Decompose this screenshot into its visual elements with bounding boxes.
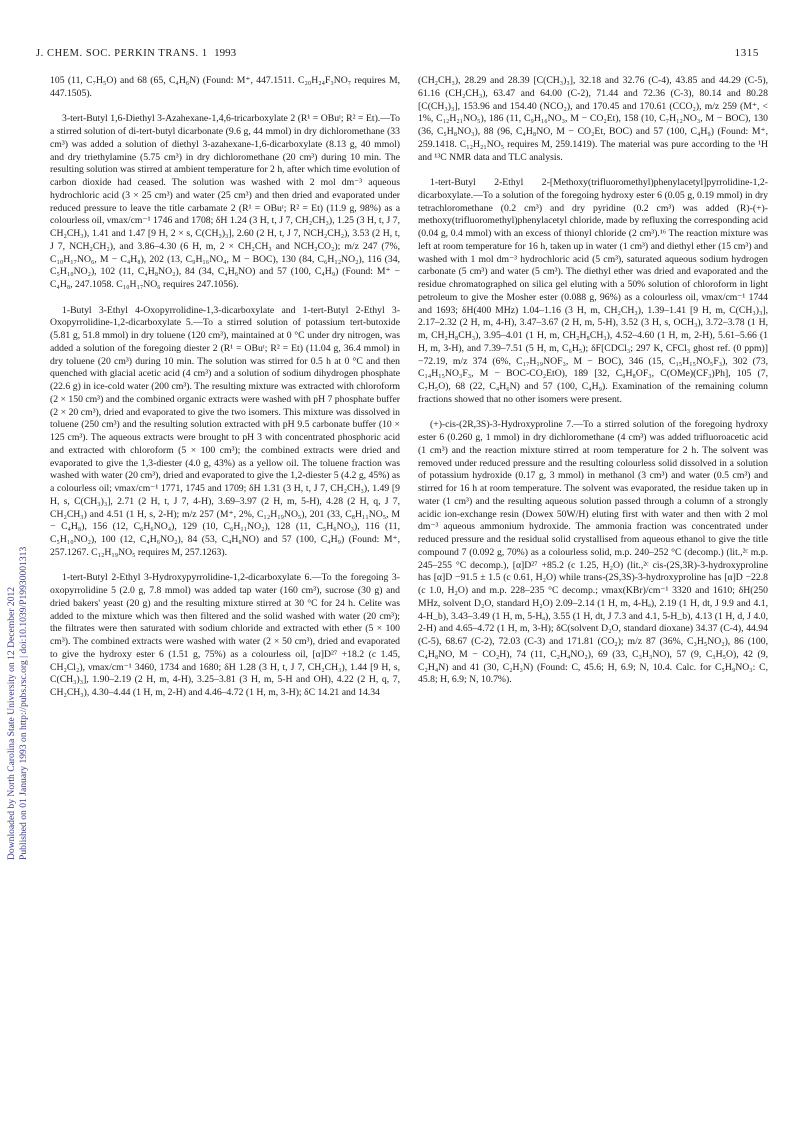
paragraph-oxopyrrolidine-5: 1-Butyl 3-Ethyl 4-Oxopyrrolidine-1,3-dicarboxylate and 1-tert-Butyl 2-Ethyl 3-Oxopyrrolidine-1,2-dicarboxylate 5.—To a stirred solution of potassium tert-butoxide (5.81 g, 51.8 mmol) in dry toluene (120 cm³), maintained at 0 °C under dry nitrogen, was added a solution of the foregoing diester 2 (R¹ = OBuᵗ; R² = Et) (11.04 g, 36.4 mmol) in dry toluene (20 cm³) during 10 min. The solution was stirred for 0.5 h at 0 °C and then quenched with glacial acetic acid (4 cm³) and a solution of sodium dihydrogen phosphate (22.6 g) in ice-cold water (200 cm³). The resulting mixture was extracted with chloroform (2 × 150 cm³) and the combined organic extracts were washed with pH 7 phosphate buffer (2 × 20 cm³), dried and evaporated to give the two isomers. This mixture was dissolved in toluene (250 cm³) and the resulting solution extracted with pH 9.5 carbonate buffer (10 × 125 cm³). The aqueous extracts were brought to pH 3 with concentrated phosphoric acid and extracted with chloroform (5 × 100 cm³); the combined extracts were dried and evaporated to give the 1,3-diester (4.0 g, 43%) as a yellow oil. The toluene fraction was washed with water (20 cm³), dried and evaporated to give the 1,2-diester 5 (4.2 g, 45%) as a colourless oil; νmax/cm⁻¹ 1771, 1745 and 1709; δH 1.31 (3 H, t, J 7, CH₂CH₃), 1.49 [9 H, s, C(CH₃)₃], 2.71 (2 H, t, J 7, 4-H), 3.69–3.97 (2 H, m, 5-H), 4.28 (2 H, q, J 7, CH₂CH₃) and 4.51 (1 H, s, 2-H); m/z 257 (M⁺, 2%, C₁₂H₁₉NO₅), 201 (33, C₈H₁₁NO₅, M − C₄H₈), 156 (12, C₆H₆NO₄), 129 (10, C₆H₁₁NO₂), 128 (11, C₅H₆NO₃), 116 (11, C₅H₁₀NO₂), 100 (12, C₄H₆NO₂), 84 (53, C₄H₆NO) and 57 (100, C₄H₉) (Found: M⁺, 257.1267. C₁₂H₁₉NO₅ requires M, 257.1263). <box>50 304 400 558</box>
paragraph-continued: 105 (11, C₇H₅O) and 68 (65, C₄H₆N) (Found: M⁺, 447.1511. C₂₀H₂₄F₃NO₇ requires M, 447.1505). <box>50 75 400 99</box>
paragraph-hydroxy-ester-6: 1-tert-Butyl 2-Ethyl 3-Hydroxypyrrolidine-1,2-dicarboxylate 6.—To the foregoing 3-oxopyrrolidine 5 (2.0 g, 7.8 mmol) was added tap water (160 cm³), sucrose (30 g) and dried bakers' yeast (20 g) and the resulting mixture stirred at 30 °C for 24 h. Celite was added to the mixture which was then filtered and the solid washed with water (20 cm³); the filtrates were then saturated with sodium chloride and extracted with ether (5 × 100 cm³). The combined extracts were washed with water (2 × 50 cm³), dried and evaporated to give the hydroxy ester 6 (1.51 g, 75%) as a colourless oil, [α]D²⁷ +18.2 (c 1.45, CH₂Cl₂), νmax/cm⁻¹ 3460, 1734 and 1680; δH 1.28 (3 H, t, J 7, CH₂CH₃), 1.44 [9 H, s, C(CH₃)₃], 1.90–2.19 (2 H, m, 4-H), 3.25–3.81 (3 H, m, 5-H and OH), 4.22 (2 H, q, 7, CH₂CH₃), 4.30–4.44 (1 H, m, 2-H) and 4.46–4.72 (1 H, m, 3-H); δC 14.21 and 14.34 <box>50 572 400 698</box>
paragraph-mosher-ester: 1-tert-Butyl 2-Ethyl 2-[Methoxy(trifluoromethyl)phenylacetyl]pyrrolidine-1,2-dicarboxylate.—To a solution of the foregoing hydroxy ester 6 (0.05 g, 0.19 mmol) in dry tetrachloromethane (0.2 cm³) and dry pyridine (0.2 cm³) was added (R)-(+)-methoxy(trifluoromethyl)phenylacetyl chloride, made by refluxing the corresponding acid (0.04 g, 0.4 mmol) with an excess of thionyl chloride (2 cm³).¹⁶ The reaction mixture was left at room temperature for 16 h, taken up in water (1 cm³) and diethyl ether (15 cm³) and washed with 1 mol dm⁻³ hydrochloric acid (5 cm³), saturated aqueous sodium hydrogen carbonate (5 cm³) and water (5 cm³). The diethyl ether was dried and evaporated and the residue chromatographed on silica gel eluting with a 50% solution of chloroform in light petroleum to give the Mosher ester (0.088 g, 96%) as a colourless oil, νmax/cm⁻¹ 1744 and 1693; δH(400 MHz) 1.04–1.16 (3 H, m, CH₂CH₃), 1.39–1.41 [9 H, m, C(CH₃)₃], 2.17–2.32 (2 H, m, 4-H), 3.47–3.67 (2 H, m, 5-H), 3.52 (3 H, s, OCH₃), 3.72–3.78 (1 H, m, CH₂H₈CH₃), 3.95–4.01 (1 H, m, CH₂H₈CH₃), 4.52–4.60 (1 H, m, 2-H), 5.61–5.66 (1 H, m, 3-H), and 7.39–7.51 (5 H, m, C₆H₅); δF[CDCl₃; 297 K, CFCl₃ ghost ref. (0 ppm)] −72.19, m/z 374 (6%, C₁₇H₁₉NOF₃, M − BOC), 346 (15, C₁₅H₁₅NO₅F₃), 302 (73, C₁₄H₁₅NO₃F₃, M − BOC-CO₂EtO), 189 [32, C₉H₈OF₃, C(OMe)(CF₃)Ph], 105 (7, C₇H₅O), 68 (22, C₄H₆N) and 57 (100, C₄H₉). Examination of the remaining column fractions showed that no other isomers were present. <box>418 177 768 405</box>
right-column <box>418 75 768 687</box>
left-column <box>50 75 400 700</box>
page-number: 1315 <box>734 47 759 59</box>
download-note: Downloaded by North Carolina State University on 12 December 2012 <box>6 586 17 860</box>
publication-note: Published on 01 January 1993 on http://pubs.rsc.org | doi:10.1039/P19930001313 <box>18 546 29 860</box>
paragraph-carbamate-2: 3-tert-Butyl 1,6-Diethyl 3-Azahexane-1,4,6-tricarboxylate 2 (R¹ = OBuᵗ; R² = Et).—To a stirred solution of di-tert-butyl dicarbonate (9.6 g, 44 mmol) in dry dichloromethane (33 cm³) was added a solution of diethyl 3-azahexane-1,6-dicarboxylate (8.13 g, 40 mmol) and dry triethylamine (5.75 cm³) in dry dichloromethane (20 cm³) during 10 min. The resulting solution was stirred at ambient temperature for 2 h, after which time evolution of carbon dioxide had ceased. The solution was washed with 2 mol dm⁻³ aqueous hydrochloric acid (3 × 25 cm³) and water (25 cm³) and then dried and evaporated under reduced pressure to leave the title carbamate 2 (R¹ = OBuᵗ; R² = Et) (11.9 g, 98%) as a colourless oil, νmax/cm⁻¹ 1746 and 1708; δH 1.24 (3 H, t, J 7, CH₂CH₃), 1.25 (3 H, t, J 7, CH₂CH₃), 1.41 and 1.47 [9 H, 2 × s, C(CH₃)₃], 2.60 (2 H, t, J 7, NCH₂CH₂), 3.53 (2 H, t, J 7, NCH₂CH₂), and 3.86–4.30 (6 H, m, 2 × CH₂CH₃ and NCH₂CO₂); m/z 247 (7%, C₁₀H₁₇NO₆, M − C₄H₈), 202 (13, C₉H₁₆NO₄, M − BOC), 130 (84, C₆H₁₂NO₂), 116 (34, C₅H₁₀NO₂), 102 (11, C₄H₈NO₂), 84 (34, C₄H₆NO) and 57 (100, C₄H₉) (Found: M⁺ − C₄H₈, 247.1058. C₁₀H₁₇NO₆ requires 247.1056). <box>50 113 400 290</box>
download-watermark <box>2 300 30 860</box>
journal-title <box>36 47 236 59</box>
paragraph-continued-right: (CH₂CH₃), 28.29 and 28.39 [C(CH₃)₃], 32.18 and 32.76 (C-4), 43.85 and 44.29 (C-5), 61.16 (CH₂CH₃), 63.47 and 64.00 (C-2), 71.44 and 72.36 (C-3), 80.14 and 80.28 [C(CH₃)₃], 153.96 and 154.40 (NCO₂), and 170.45 and 170.61 (CCO₂), m/z 259 (M⁺, < 1%, C₁₂H₂₁NO₅), 186 (11, C₉H₁₆NO₃, M − CO₂Et), 158 (10, C₇H₁₂NO₃, M − BOC), 130 (36, C₅H₈NO₃), 88 (96, C₄H₈NO, M − CO₂Et, BOC) and 57 (100, C₄H₉) (Found: M⁺, 259.1418. C₁₂H₂₁NO₅ requires M, 259.1419). The material was pure according to the ¹H and ¹³C NMR data and TLC analysis. <box>418 75 768 163</box>
journal-year: 1993 <box>214 47 237 59</box>
paragraph-hydroxyproline-7: (+)-cis-(2R,3S)-3-Hydroxyproline 7.—To a stirred solution of the foregoing hydroxy ester 6 (0.260 g, 1 mmol) in dry dichloromethane (4 cm³) was added trifluoroacetic acid (1 cm³) and the reaction mixture stirred at room temperature for 2 h. The solvent was removed under reduced pressure and the resulting colourless solid dissolved in a solution of potassium hydroxide (0.17 g, 3 mmol) in methanol (3 cm³) and water (0.5 cm³) and stirred for 16 h at room temperature. The solvent was evaporated, the residue taken up in water (1 cm³) and the resulting aqueous solution passed through a column of a strongly acidic ion-exchange resin (Dowex 50W/H) eluting first with water and then with 2 mol dm⁻³ aqueous ammonium hydroxide. The ammonia fraction was concentrated under reduced pressure and the residual solid crystallised from aqueous ethanol to give the title compound 7 (0.092 g, 70%) as a colourless solid, m.p. 240–252 °C (decomp.) (lit.,²ᶜ m.p. 245–255 °C decomp.), [α]D²⁷ +85.2 (c 1.25, H₂O) (lit.,²ᶜ cis-(2S,3R)-3-hydroxyproline has [α]D −91.5 ± 1.5 (c 0.61, H₂O) while trans-(2S,3S)-3-hydroxyproline has [α]D −22.8 (c 1.0, H₂O) and m.p. 228–235 °C decomp.; νmax(KBr)/cm⁻¹ 3320 and 1610; δH(250 MHz, solvent D₂O, standard H₂O) 2.09–2.14 (1 H, m, 4-Hₐ), 2.19 (1 H, dt, J 9.9 and 4.1, 4-H_b), 3.43–3.49 (1 H, m, 5-Hₐ), 3.55 (1 H, dt, J 7.3 and 4.1, 5-H_b), 4.13 (1 H, d, J 4.0, 2-H) and 4.65–4.72 (1 H, m, 3-H); δC(solvent D₂O, standard dioxane) 34.37 (C-4), 44.94 (C-5), 68.67 (C-2), 72.03 (C-3) and 171.81 (CO₂); m/z 87 (36%, C₃H₅NO₂), 86 (100, C₄H₈NO, M − CO₂H), 74 (11, C₂H₄NO₂), 69 (33, C₃H₃NO), 57 (9, C₃H₅O), 42 (9, C₂H₄N) and 41 (30, C₂H₃N) (Found: C, 45.6; H, 6.9; N, 10.4. Calc. for C₅H₉NO₃: C, 45.8; H, 6.9; N, 10.7%). <box>418 419 768 686</box>
running-header <box>36 47 759 61</box>
journal-name: J. CHEM. SOC. PERKIN TRANS. 1 <box>36 48 208 59</box>
